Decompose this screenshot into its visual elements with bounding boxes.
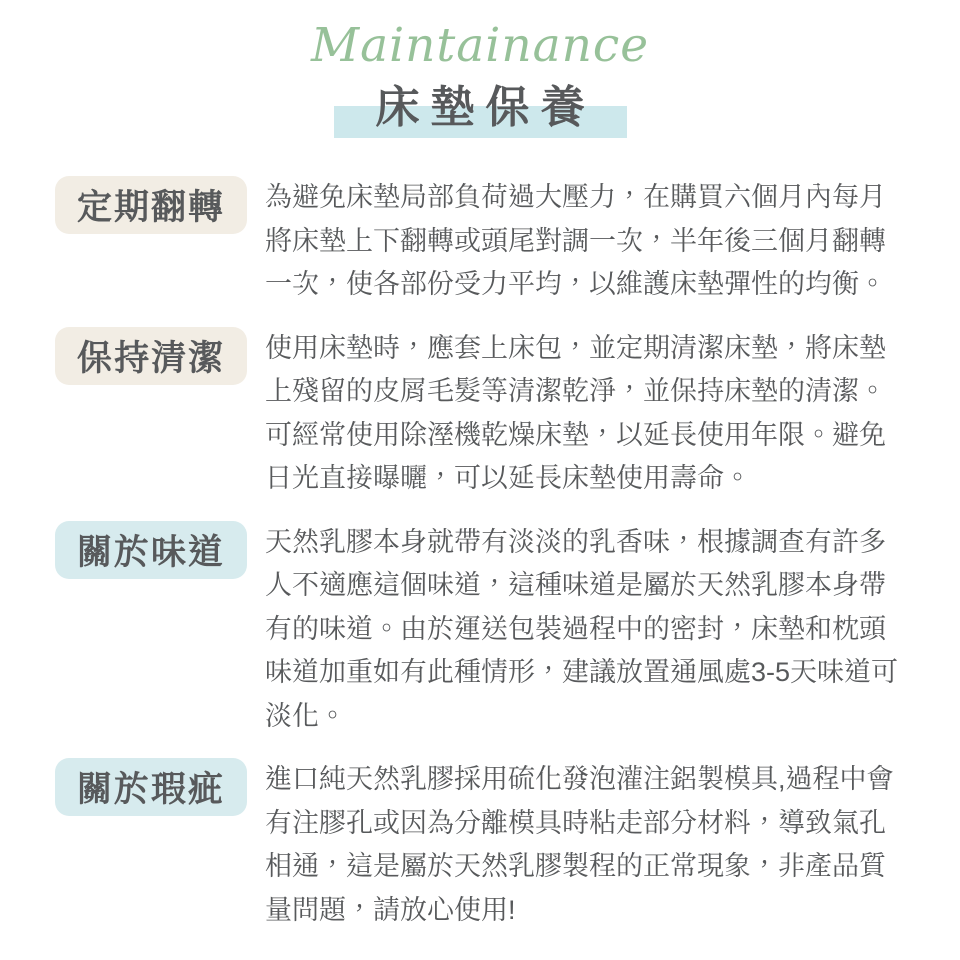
text-line: 有注膠孔或因為分離模具時粘走部分材料，導致氣孔 bbox=[265, 807, 886, 838]
section-label-regular-flipping: 定期翻轉 bbox=[55, 176, 247, 234]
text-line: 量問題，請放心使用! bbox=[265, 894, 516, 925]
text-line: 天然乳膠本身就帶有淡淡的乳香味，根據調查有許多 bbox=[265, 526, 886, 557]
text-line: 相通，這是屬於天然乳膠製程的正常現象，非產品質 bbox=[265, 851, 886, 881]
text-line: 上殘留的皮屑毛髮等清潔乾淨，並保持床墊的清潔。 bbox=[265, 376, 886, 406]
page-title-chinese-wrap bbox=[375, 82, 596, 134]
text-line: 人不適應這個味道，這種味道是屬於天然乳膠本身帶 bbox=[265, 570, 886, 600]
section-about-defects bbox=[55, 758, 905, 932]
section-label-about-odor: 關於味道 bbox=[55, 521, 247, 579]
text-line: 一次，使各部份受力平均，以維護床墊彈性的均衡。 bbox=[265, 269, 886, 299]
section-text-about-defects bbox=[265, 758, 905, 932]
page-title-english: Maintainance bbox=[310, 18, 650, 73]
page-header bbox=[0, 0, 960, 134]
section-about-odor bbox=[55, 521, 905, 739]
section-text-keep-clean bbox=[265, 327, 905, 501]
section-text-about-odor bbox=[265, 521, 905, 739]
text-line: 味道加重如有此種情形，建議放置通風處3-5天味道可 bbox=[265, 657, 899, 687]
text-line: 為避免床墊局部負荷過大壓力，在購買六個月內每月 bbox=[265, 182, 886, 212]
text-line: 可經常使用除溼機乾燥床墊，以延長使用年限。避免 bbox=[265, 419, 886, 450]
section-keep-clean bbox=[55, 327, 905, 501]
section-text-regular-flipping bbox=[265, 176, 905, 307]
care-sections bbox=[0, 176, 960, 932]
section-label-about-defects: 關於瑕疵 bbox=[55, 758, 247, 816]
section-regular-flipping bbox=[55, 176, 905, 307]
text-line: 進口純天然乳膠採用硫化發泡灌注鋁製模具,過程中會 bbox=[265, 764, 894, 794]
text-line: 有的味道。由於運送包裝過程中的密封，床墊和枕頭 bbox=[265, 613, 886, 644]
text-line: 使用床墊時，應套上床包，並定期清潔床墊，將床墊 bbox=[265, 332, 886, 363]
text-line: 淡化。 bbox=[265, 700, 346, 731]
section-label-keep-clean: 保持清潔 bbox=[55, 327, 247, 385]
text-line: 將床墊上下翻轉或頭尾對調一次，半年後三個月翻轉 bbox=[265, 225, 886, 256]
text-line: 日光直接曝曬，可以延長床墊使用壽命。 bbox=[265, 463, 751, 493]
page-title-chinese: 床墊保養 bbox=[375, 83, 596, 132]
